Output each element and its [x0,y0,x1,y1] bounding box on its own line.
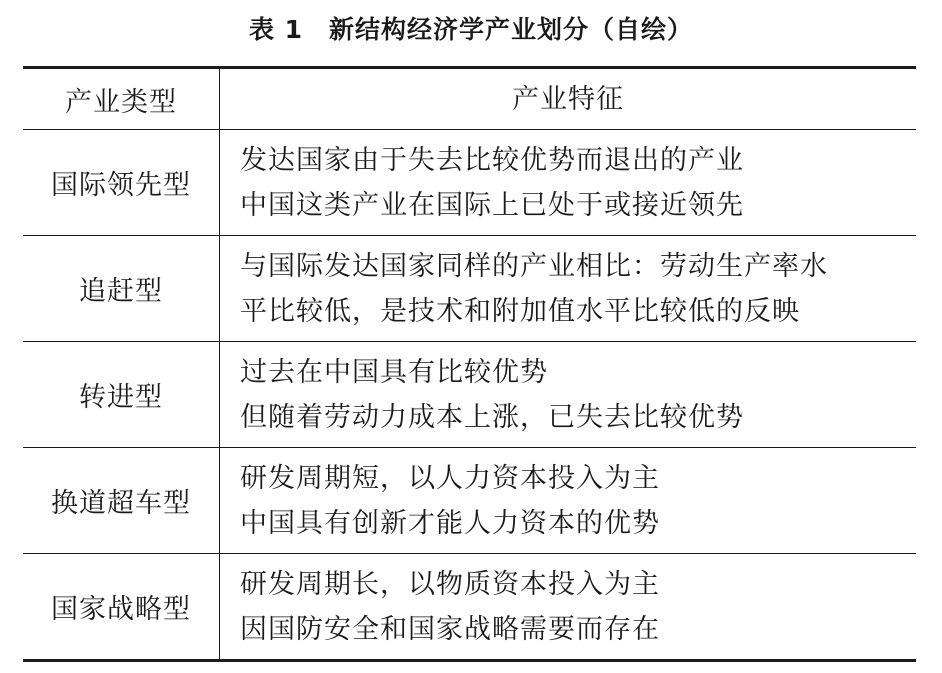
table-row [23,554,916,659]
header-industry-type: 产业类型 [23,69,220,129]
feature-line: 平比较低，是技术和附加值水平比较低的反映 [240,295,800,327]
industry-type-cell: 追赶型 [23,236,220,341]
table-row [23,342,916,448]
table-row [23,130,916,236]
industry-feature-cell [220,342,916,447]
feature-line: 研发周期长，以物质资本投入为主 [240,568,660,600]
feature-line: 因国防安全和国家战略需要而存在 [240,613,660,645]
feature-line: 中国具有创新才能人力资本的优势 [240,507,660,539]
header-industry-feature-label: 产业特征 [512,83,624,115]
industry-type-cell: 换道超车型 [23,448,220,553]
feature-line: 与国际发达国家同样的产业相比：劳动生产率水 [240,250,828,282]
industry-type-cell: 国际领先型 [23,130,220,235]
industry-feature-cell [220,130,916,235]
table-row [23,236,916,342]
feature-line: 但随着劳动力成本上涨，已失去比较优势 [240,401,744,433]
table-row [23,448,916,554]
feature-line: 发达国家由于失去比较优势而退出的产业 [240,144,744,176]
table-caption [0,12,942,48]
feature-line: 中国这类产业在国际上已处于或接近领先 [240,189,744,221]
table-number: 表 1 [248,15,304,44]
header-industry-feature [220,69,916,129]
feature-line: 研发周期短，以人力资本投入为主 [240,462,660,494]
industry-classification-table [23,66,916,662]
table-header-row [23,69,916,130]
industry-feature-cell [220,448,916,553]
industry-feature-cell [220,236,916,341]
industry-type-cell: 转进型 [23,342,220,447]
industry-feature-cell [220,554,916,659]
table-title: 新结构经济学产业划分（自绘） [329,15,694,44]
industry-type-cell: 国家战略型 [23,554,220,659]
feature-line: 过去在中国具有比较优势 [240,356,548,388]
